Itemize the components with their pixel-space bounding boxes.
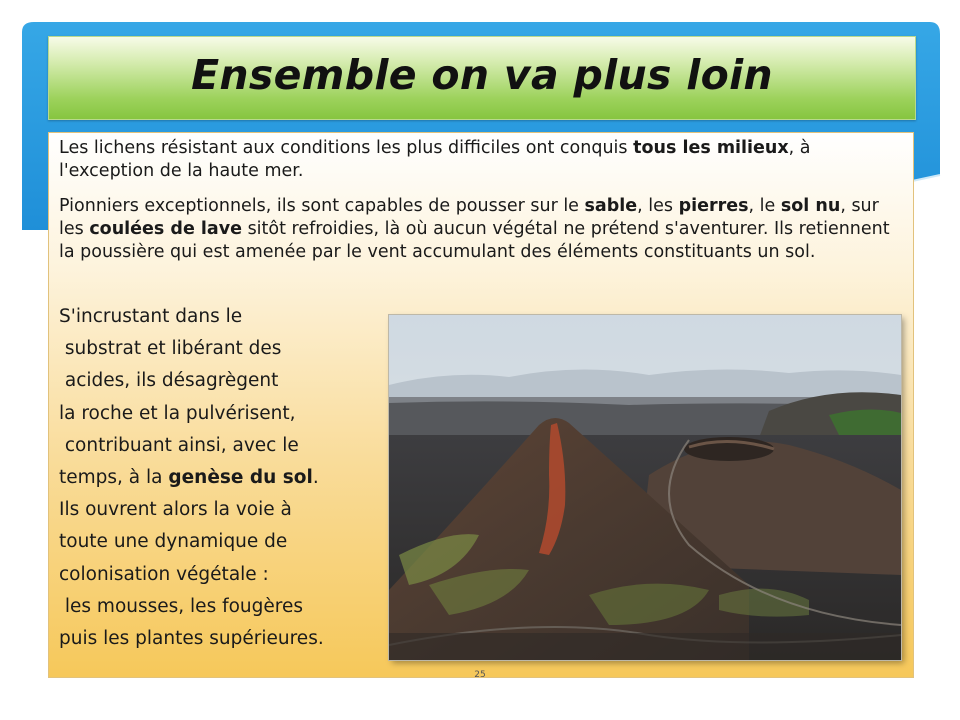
paragraph-2-run: Pionniers exceptionnels, ils sont capables de pousser sur le	[59, 196, 585, 216]
paragraph-2-run: , les	[637, 196, 679, 216]
content-box	[48, 132, 914, 678]
paragraph-2-run: sitôt refroidies, là où aucun végétal ne prétend s'aventurer. Ils retiennent la poussière qui est amenée par le vent accumulant des éléments constituants un sol.	[59, 219, 890, 262]
paragraph-2-run: , sur les	[59, 196, 879, 239]
paragraph-2-bold-run: sable	[584, 196, 638, 216]
left-text-line	[59, 526, 399, 558]
left-text-line-run: la roche et la pulvérisent,	[59, 402, 296, 424]
left-text-line-run: acides, ils désagrègent	[59, 370, 279, 392]
slide-title: Ensemble on va plus loin	[191, 51, 773, 99]
left-text-line	[59, 591, 399, 623]
left-text-line	[59, 623, 399, 655]
paragraph-1-run: Les lichens résistant aux conditions les plus difficiles ont conquis	[59, 138, 634, 158]
page-number: 25	[474, 670, 486, 680]
left-text-line-run: substrat et libérant des	[59, 338, 282, 360]
left-text-line	[59, 398, 399, 430]
paragraph-2	[59, 195, 905, 264]
left-text-line	[59, 559, 399, 591]
left-text-line	[59, 301, 399, 333]
left-text-line	[59, 462, 399, 494]
left-text-line-run: S'incrustant dans le	[59, 306, 243, 327]
paragraph-1	[59, 137, 905, 183]
left-text-line-run: toute une dynamique de	[59, 531, 288, 553]
left-text-line-run: .	[312, 467, 319, 489]
paragraph-2-bold-run: coulées de lave	[89, 219, 242, 239]
left-text-line-run: Ils ouvrent alors la voie à	[59, 499, 292, 521]
left-text-line-run: contribuant ainsi, avec le	[59, 434, 299, 456]
volcano-photo	[389, 315, 901, 660]
paragraph-2-bold-run: pierres	[678, 196, 749, 216]
paragraph-2-run: , le	[748, 196, 781, 216]
left-text-column	[59, 301, 399, 655]
left-text-line-run: colonisation végétale :	[59, 563, 269, 585]
title-box	[48, 36, 916, 120]
left-text-line	[59, 494, 399, 526]
left-text-line	[59, 333, 399, 365]
left-text-line-run: puis les plantes supérieures.	[59, 628, 324, 650]
left-text-line-run: temps, à la	[59, 467, 169, 489]
left-text-line-bold-run: genèse du sol	[168, 467, 313, 489]
left-text-line-run: les mousses, les fougères	[59, 595, 303, 617]
paragraph-1-run: , à l'exception de la haute mer.	[59, 138, 811, 181]
left-text-line	[59, 365, 399, 397]
left-text-line	[59, 430, 399, 462]
paragraph-1-bold-run: tous les milieux	[633, 138, 789, 158]
paragraph-2-bold-run: sol nu	[780, 196, 841, 216]
